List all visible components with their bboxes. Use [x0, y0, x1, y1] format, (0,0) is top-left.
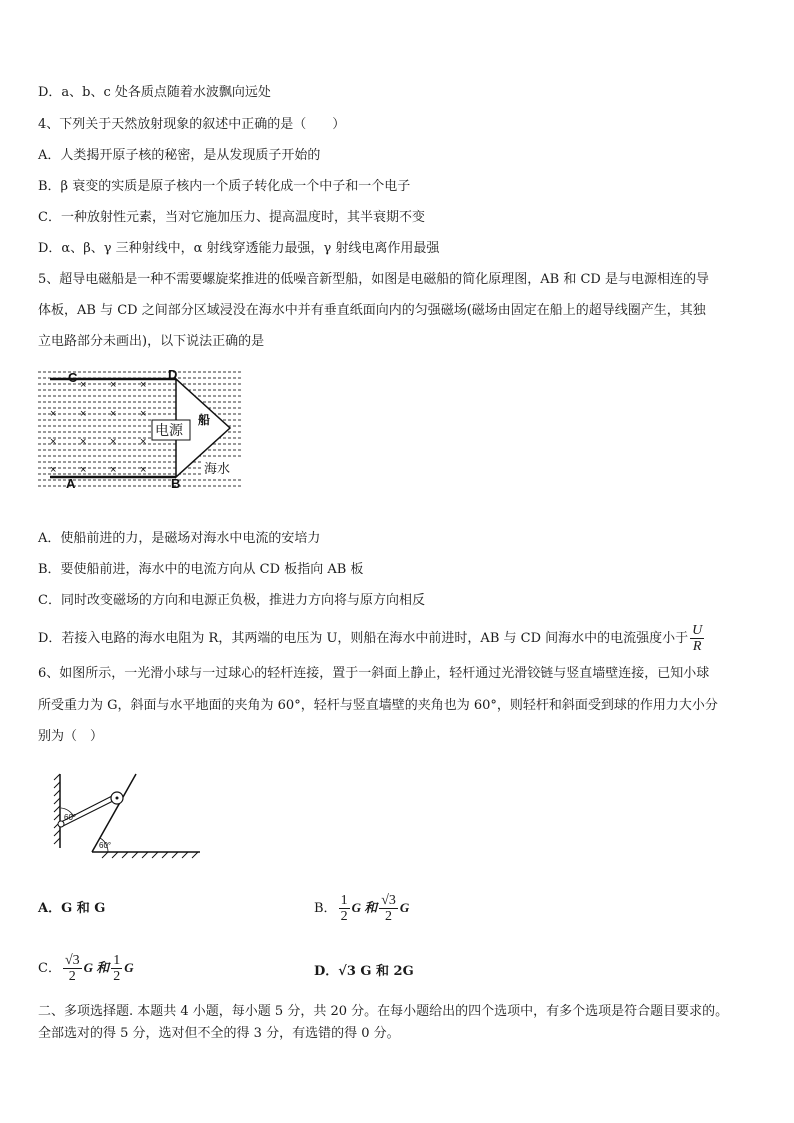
- q6-option-d-text: D．√3 G 和 2G: [314, 964, 414, 979]
- power-source-label: 电源: [155, 422, 183, 438]
- label-a: A: [66, 476, 76, 491]
- q3-option-d: D．a、b、c 处各质点随着水波飘向远处: [38, 85, 271, 100]
- label-d: D: [168, 367, 178, 382]
- section2-line2: 全部选对的得 5 分，选对但不全的得 3 分，有选错的得 0 分。: [38, 1026, 400, 1041]
- fraction: [379, 893, 398, 924]
- fraction-denominator: R: [692, 639, 702, 654]
- q6-stem-line1: 6、如图所示，一光滑小球与一过球心的轻杆连接，置于一斜面上静止，轻杆通过光滑铰链与竖直墙壁连接，已知小球: [38, 666, 710, 681]
- ground-angle-label: 60°: [99, 841, 112, 850]
- water-label: 海水: [204, 461, 231, 476]
- q6-option-b-prefix: B．: [314, 901, 337, 916]
- q4-option-c: C．一种放射性元素，当对它施加压力、提高温度时，其半衰期不变: [38, 210, 425, 225]
- fraction-numerator: 1: [113, 953, 121, 968]
- cross-mark: ×: [140, 464, 147, 476]
- q6-option-c-middle: G 和: [83, 960, 110, 975]
- cross-mark: ×: [110, 379, 117, 391]
- label-c: C: [68, 370, 78, 385]
- q5-option-a: A．使船前进的力，是磁场对海水中电流的安培力: [38, 531, 321, 546]
- cross-mark: ×: [140, 379, 147, 391]
- cross-mark: ×: [80, 379, 87, 391]
- fraction: [111, 953, 122, 984]
- fraction: [339, 893, 350, 924]
- q6-option-b-suffix: G: [399, 900, 410, 915]
- q6-option-c-prefix: C．: [38, 961, 61, 976]
- cross-mark: ×: [110, 464, 117, 476]
- fraction-numerator: 1: [340, 893, 348, 908]
- q6-option-a-text: A．G 和 G: [38, 901, 106, 916]
- fraction-denominator: 2: [68, 969, 76, 984]
- fraction-numerator: √3: [64, 953, 80, 968]
- label-b: B: [171, 476, 181, 491]
- q4-option-b: B．β 衰变的实质是原子核内一个质子转化成一个中子和一个电子: [38, 179, 411, 194]
- u-over-r-fraction: [690, 623, 704, 654]
- q6-option-a: [38, 900, 105, 918]
- q6-ball-rod-diagram: [52, 768, 202, 860]
- q5-stem-line3: 立电路部分未画出)，以下说法正确的是: [38, 334, 265, 349]
- fraction-numerator: U: [692, 623, 703, 638]
- q4-option-d: D．α、β、γ 三种射线中，α 射线穿透能力最强，γ 射线电离作用最强: [38, 241, 440, 256]
- q4-stem: 4、下列关于天然放射现象的叙述中正确的是（ ）: [38, 117, 346, 132]
- q6-option-c: [38, 946, 134, 990]
- fraction: [63, 953, 82, 984]
- q5-stem-line1: 5、超导电磁船是一种不需要螺旋桨推进的低噪音新型船，如图是电磁船的简化原理图，AB 和 CD 是与电源相连的导: [38, 272, 709, 287]
- ship-label: 船: [198, 413, 211, 427]
- fraction-denominator: 2: [340, 909, 348, 924]
- q6-stem-line3: 别为（ ）: [38, 729, 104, 744]
- cross-mark: ×: [80, 464, 87, 476]
- q5-option-d-text: D．若接入电路的海水电阻为 R，其两端的电压为 U，则船在海水中前进时，AB 与 CD 间海水中的电流强度小于: [38, 631, 689, 646]
- cross-mark: ×: [50, 464, 57, 476]
- q5-ship-diagram: [36, 366, 248, 492]
- q6-option-b: [314, 886, 409, 930]
- q6-option-b-middle: G 和: [351, 900, 378, 915]
- cross-mark: ×: [140, 436, 147, 448]
- cross-mark: ×: [80, 408, 87, 420]
- cross-mark: ×: [110, 408, 117, 420]
- fraction-denominator: 2: [113, 969, 121, 984]
- q6-option-d: [314, 960, 414, 979]
- cross-mark: ×: [110, 436, 117, 448]
- q6-option-c-suffix: G: [124, 960, 134, 975]
- cross-mark: ×: [140, 408, 147, 420]
- q4-option-a: A．人类揭开原子核的秘密，是从发现质子开始的: [38, 148, 321, 163]
- cross-mark: ×: [50, 408, 57, 420]
- section2-line1: 二、多项选择题. 本题共 4 小题，每小题 5 分，共 20 分。在每小题给出的四个选项中，有多个选项是符合题目要求的。: [38, 1004, 729, 1019]
- q5-stem-line2: 体板，AB 与 CD 之间部分区域浸没在海水中并有垂直纸面向内的匀强磁场(磁场由固定在船上的超导线圈产生，其独: [38, 303, 706, 318]
- cross-mark: ×: [80, 436, 87, 448]
- magnetic-field-crosses: [50, 379, 146, 476]
- cross-mark: ×: [50, 436, 57, 448]
- fraction-numerator: √3: [381, 893, 396, 908]
- fraction-denominator: 2: [385, 909, 393, 924]
- q6-stem-line2: 所受重力为 G，斜面与水平地面的夹角为 60°，轻杆与竖直墙壁的夹角也为 60°，则轻杆和斜面受到球的作用力大小分: [38, 698, 718, 713]
- q5-option-c: C．同时改变磁场的方向和电源正负极，推进力方向将与原方向相反: [38, 593, 425, 608]
- q5-option-b: B．要使船前进，海水中的电流方向从 CD 板指向 AB 板: [38, 562, 364, 577]
- wall-angle-label: 60°: [64, 813, 77, 822]
- q5-option-d: [38, 621, 706, 657]
